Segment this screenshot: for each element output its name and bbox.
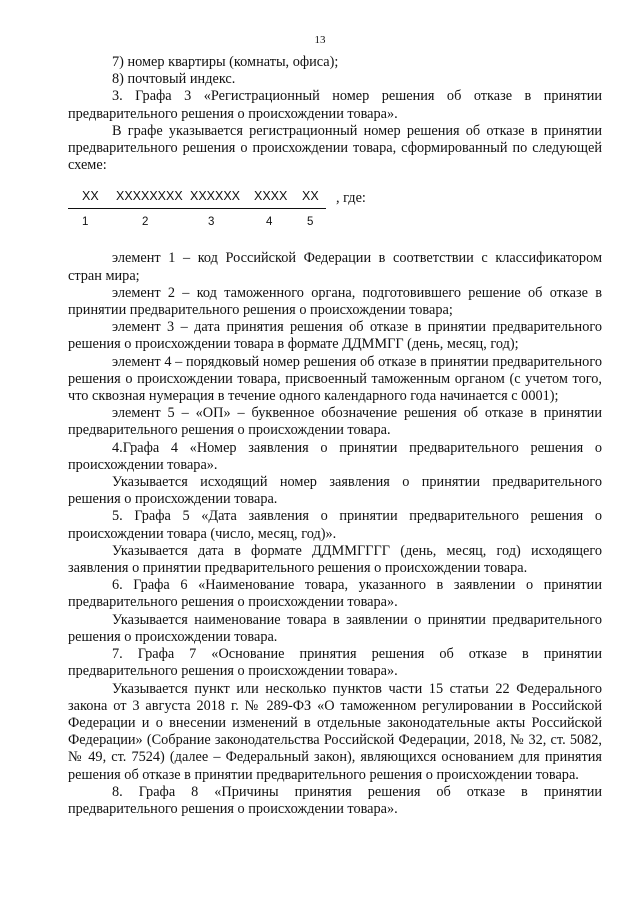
- element-1: элемент 1 – код Российской Федерации в соответствии с классификатором стран мира;: [68, 250, 602, 284]
- section-3-text: В графе указывается регистрационный номер решения об отказе в принятии предварительного решения о происхождении товара, сформированный по следующей схеме:: [68, 122, 602, 174]
- scheme-code-5: XX: [302, 189, 319, 204]
- scheme-underline: [68, 208, 326, 209]
- scheme-number-1: 1: [82, 216, 89, 229]
- element-4: элемент 4 – порядковый номер решения об отказе в принятии предварительного решения о происхождении товара, присвоенный таможенным органом (с учетом того, что сквозная нумерация в течение одного календарного года начинается с 0001);: [68, 353, 602, 405]
- section-7-title: 7. Графа 7 «Основание принятия решения об отказе в принятии предварительного решения о происхождении товара».: [68, 646, 602, 680]
- page-number: 13: [314, 34, 326, 46]
- scheme-code-3: XXXXXX: [190, 189, 241, 204]
- scheme-code-4: XXXX: [254, 189, 288, 204]
- address-item-8: 8) почтовый индекс.: [112, 71, 236, 88]
- scheme-number-2: 2: [142, 216, 149, 229]
- number-scheme: [68, 184, 602, 244]
- section-6-text: Указывается наименование товара в заявлении о принятии предварительного решения о происхождении товара.: [68, 611, 602, 645]
- scheme-number-3: 3: [208, 216, 215, 229]
- document-body: [68, 54, 602, 818]
- element-2: элемент 2 – код таможенного органа, подготовившего решение об отказе в принятии предварительного решения о происхождении товара;: [68, 284, 602, 319]
- scheme-number-5: 5: [307, 216, 314, 229]
- scheme-code-1: XX: [82, 189, 99, 204]
- section-6-title: 6. Графа 6 «Наименование товара, указанного в заявлении о принятии предварительного решения о происхождении товара».: [68, 577, 602, 611]
- element-3: элемент 3 – дата принятия решения об отказе в принятии предварительного решения о происхождении товара в формате ДДММГГ (день, месяц, год);: [68, 319, 602, 353]
- section-8-title: 8. Графа 8 «Причины принятия решения об отказе в принятии предварительного решения о происхождении товара».: [68, 783, 602, 817]
- section-5-title: 5. Графа 5 «Дата заявления о принятии предварительного решения о происхождении товара (число, месяц, год)».: [68, 508, 602, 542]
- section-4-text: Указывается исходящий номер заявления о принятии предварительного решения о происхождении товара.: [68, 474, 602, 508]
- scheme-where: , где:: [336, 190, 366, 207]
- address-item-7: 7) номер квартиры (комнаты, офиса);: [112, 54, 339, 70]
- section-3-title: 3. Графа 3 «Регистрационный номер решения об отказе в принятии предварительного решения о происхождении товара».: [68, 88, 602, 122]
- scheme-number-4: 4: [266, 216, 273, 229]
- section-5-text: Указывается дата в формате ДДММГГГГ (день, месяц, год) исходящего заявления о принятии предварительного решения о происхождении товара.: [68, 542, 602, 577]
- section-7-text: Указывается пункт или несколько пунктов части 15 статьи 22 Федерального закона от 3 августа 2018 г. № 289-ФЗ «О таможенном регулировании в Российской Федерации и о внесении изменений в отдельные законодательные акты Российской Федерации» (Собрание законодательства Российской Федерации, 2018, № 32, ст. 5082, № 49, ст. 7524) (далее – Федеральный закон), являющихся основанием для принятия решения об отказе в принятии предварительного решения о происхождении товара.: [68, 680, 602, 783]
- section-4-title: 4.Графа 4 «Номер заявления о принятии предварительного решения о происхождении товара».: [68, 439, 602, 473]
- element-5: элемент 5 – «ОП» – буквенное обозначение решения об отказе в принятии предварительного решения о происхождении товара.: [68, 405, 602, 439]
- scheme-code-2: XXXXXXXX: [116, 189, 183, 204]
